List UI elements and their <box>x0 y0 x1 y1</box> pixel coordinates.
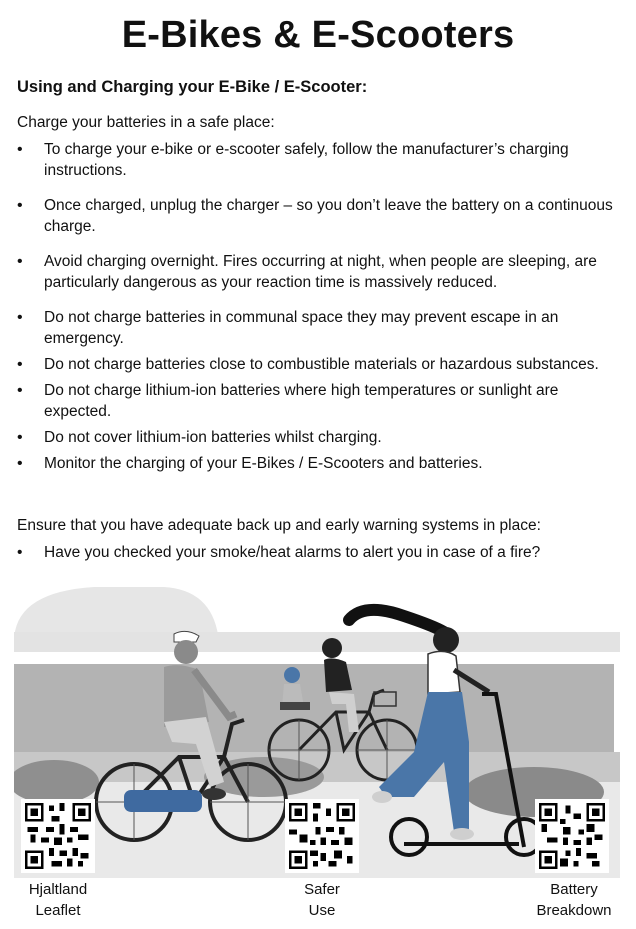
qr-label-line: Leaflet <box>35 902 81 919</box>
qr-label-battery-breakdown <box>522 879 626 921</box>
list-item: • Have you checked your smoke/heat alarms to alert you in case of a fire? <box>17 542 622 563</box>
qr-label-safer-use <box>272 879 372 921</box>
intro-text: Charge your batteries in a safe place: <box>17 114 275 131</box>
qr-code-safer-use[interactable] <box>285 799 359 873</box>
qr-label-line: Breakdown <box>536 902 612 919</box>
qr-label-line: Battery <box>550 881 598 898</box>
charging-tips-list <box>17 139 622 474</box>
list-item: • Do not charge batteries close to combustible materials or hazardous substances. <box>17 354 622 375</box>
list-item: • Monitor the charging of your E-Bikes / E-Scooters and batteries. <box>17 453 622 474</box>
list-item: • Do not charge batteries in communal space they may prevent escape in an emergency. <box>17 307 622 349</box>
qr-code-battery-breakdown[interactable] <box>535 799 609 873</box>
list-item: • Avoid charging overnight. Fires occurring at night, when people are sleeping, are particularly dangerous as your reaction time is massively reduced. <box>17 251 622 293</box>
list-item: • Do not charge lithium-ion batteries where high temperatures or sunlight are expected. <box>17 380 622 422</box>
section-heading: Using and Charging your E-Bike / E-Scooter: <box>17 78 368 96</box>
qr-label-line: Use <box>308 902 336 919</box>
page-title: E-Bikes & E-Scooters <box>121 14 515 56</box>
list-item: • Do not cover lithium-ion batteries whilst charging. <box>17 427 622 448</box>
qr-label-line: Safer <box>304 881 340 898</box>
list-item: • To charge your e-bike or e-scooter safely, follow the manufacturer’s charging instructions. <box>17 139 622 181</box>
ensure-text: Ensure that you have adequate back up and early warning systems in place: <box>17 517 541 534</box>
qr-label-hjaltland <box>8 879 108 921</box>
list-item: • Once charged, unplug the charger – so you don’t leave the battery on a continuous charge. <box>17 195 622 237</box>
alarm-tips-list <box>17 542 622 563</box>
qr-label-line: Hjaltland <box>28 881 88 898</box>
qr-code-hjaltland[interactable] <box>21 799 95 873</box>
